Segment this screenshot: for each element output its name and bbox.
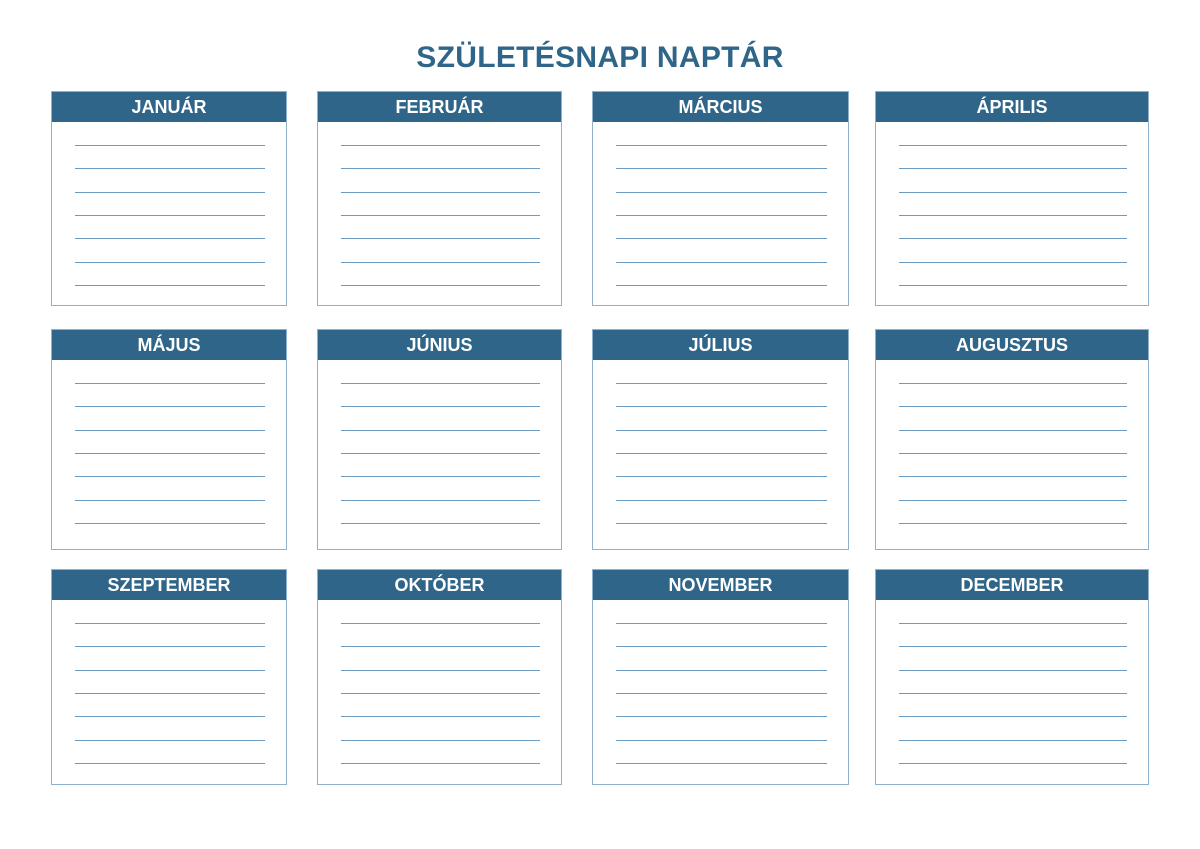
month-header: JÚNIUS	[318, 330, 561, 360]
writing-line[interactable]	[75, 383, 265, 384]
writing-line[interactable]	[341, 215, 540, 216]
writing-line[interactable]	[899, 670, 1127, 671]
writing-line[interactable]	[616, 238, 827, 239]
writing-line[interactable]	[75, 430, 265, 431]
writing-line[interactable]	[75, 523, 265, 524]
writing-line[interactable]	[899, 262, 1127, 263]
writing-line[interactable]	[899, 740, 1127, 741]
writing-line[interactable]	[341, 430, 540, 431]
writing-line[interactable]	[341, 670, 540, 671]
month-header: OKTÓBER	[318, 570, 561, 600]
writing-line[interactable]	[75, 406, 265, 407]
writing-line[interactable]	[899, 763, 1127, 764]
writing-line[interactable]	[616, 430, 827, 431]
writing-line[interactable]	[899, 716, 1127, 717]
writing-line[interactable]	[75, 693, 265, 694]
writing-line[interactable]	[616, 740, 827, 741]
writing-line[interactable]	[616, 285, 827, 286]
writing-line[interactable]	[75, 215, 265, 216]
writing-line[interactable]	[899, 453, 1127, 454]
writing-line[interactable]	[341, 383, 540, 384]
writing-line[interactable]	[899, 693, 1127, 694]
writing-line[interactable]	[899, 383, 1127, 384]
writing-line[interactable]	[899, 523, 1127, 524]
writing-line[interactable]	[899, 430, 1127, 431]
writing-line[interactable]	[899, 406, 1127, 407]
writing-line[interactable]	[341, 693, 540, 694]
writing-line[interactable]	[899, 623, 1127, 624]
month-header: ÁPRILIS	[876, 92, 1148, 122]
month-header: JÚLIUS	[593, 330, 848, 360]
month-box	[592, 569, 849, 785]
writing-line[interactable]	[75, 740, 265, 741]
writing-line[interactable]	[899, 215, 1127, 216]
writing-line[interactable]	[341, 523, 540, 524]
writing-line[interactable]	[616, 145, 827, 146]
writing-line[interactable]	[899, 238, 1127, 239]
month-header: JANUÁR	[52, 92, 286, 122]
month-header: SZEPTEMBER	[52, 570, 286, 600]
writing-line[interactable]	[75, 670, 265, 671]
writing-line[interactable]	[616, 215, 827, 216]
writing-line[interactable]	[616, 716, 827, 717]
writing-line[interactable]	[341, 716, 540, 717]
writing-line[interactable]	[899, 145, 1127, 146]
writing-line[interactable]	[75, 763, 265, 764]
writing-line[interactable]	[341, 623, 540, 624]
writing-line[interactable]	[616, 476, 827, 477]
writing-line[interactable]	[75, 646, 265, 647]
writing-line[interactable]	[341, 406, 540, 407]
writing-line[interactable]	[341, 740, 540, 741]
page-title: SZÜLETÉSNAPI NAPTÁR	[416, 41, 784, 74]
month-box	[317, 329, 562, 550]
month-box	[51, 91, 287, 306]
writing-line[interactable]	[341, 238, 540, 239]
month-box	[875, 569, 1149, 785]
writing-line[interactable]	[616, 262, 827, 263]
writing-line[interactable]	[75, 453, 265, 454]
month-header: DECEMBER	[876, 570, 1148, 600]
month-box	[51, 329, 287, 550]
month-box	[317, 569, 562, 785]
writing-line[interactable]	[616, 168, 827, 169]
month-box	[592, 329, 849, 550]
month-header: MÁJUS	[52, 330, 286, 360]
writing-line[interactable]	[616, 192, 827, 193]
month-header: MÁRCIUS	[593, 92, 848, 122]
writing-line[interactable]	[899, 285, 1127, 286]
writing-line[interactable]	[616, 646, 827, 647]
writing-line[interactable]	[75, 476, 265, 477]
writing-line[interactable]	[75, 623, 265, 624]
writing-line[interactable]	[899, 646, 1127, 647]
month-box	[875, 91, 1149, 306]
writing-line[interactable]	[616, 763, 827, 764]
writing-line[interactable]	[899, 500, 1127, 501]
writing-line[interactable]	[899, 168, 1127, 169]
writing-line[interactable]	[341, 453, 540, 454]
writing-line[interactable]	[341, 192, 540, 193]
writing-line[interactable]	[616, 500, 827, 501]
writing-line[interactable]	[616, 623, 827, 624]
writing-line[interactable]	[75, 500, 265, 501]
writing-line[interactable]	[616, 693, 827, 694]
month-header: FEBRUÁR	[318, 92, 561, 122]
writing-line[interactable]	[75, 285, 265, 286]
month-box	[592, 91, 849, 306]
month-box	[875, 329, 1149, 550]
writing-line[interactable]	[341, 476, 540, 477]
writing-line[interactable]	[616, 383, 827, 384]
writing-line[interactable]	[341, 500, 540, 501]
writing-line[interactable]	[616, 523, 827, 524]
writing-line[interactable]	[341, 285, 540, 286]
writing-line[interactable]	[341, 646, 540, 647]
writing-line[interactable]	[75, 192, 265, 193]
month-header: AUGUSZTUS	[876, 330, 1148, 360]
writing-line[interactable]	[341, 262, 540, 263]
writing-line[interactable]	[341, 145, 540, 146]
month-box	[51, 569, 287, 785]
writing-line[interactable]	[341, 168, 540, 169]
writing-line[interactable]	[75, 238, 265, 239]
month-header: NOVEMBER	[593, 570, 848, 600]
writing-line[interactable]	[75, 716, 265, 717]
writing-line[interactable]	[75, 262, 265, 263]
writing-line[interactable]	[616, 406, 827, 407]
writing-line[interactable]	[899, 476, 1127, 477]
writing-line[interactable]	[341, 763, 540, 764]
writing-line[interactable]	[75, 145, 265, 146]
month-box	[317, 91, 562, 306]
writing-line[interactable]	[899, 192, 1127, 193]
writing-line[interactable]	[75, 168, 265, 169]
writing-line[interactable]	[616, 670, 827, 671]
writing-line[interactable]	[616, 453, 827, 454]
